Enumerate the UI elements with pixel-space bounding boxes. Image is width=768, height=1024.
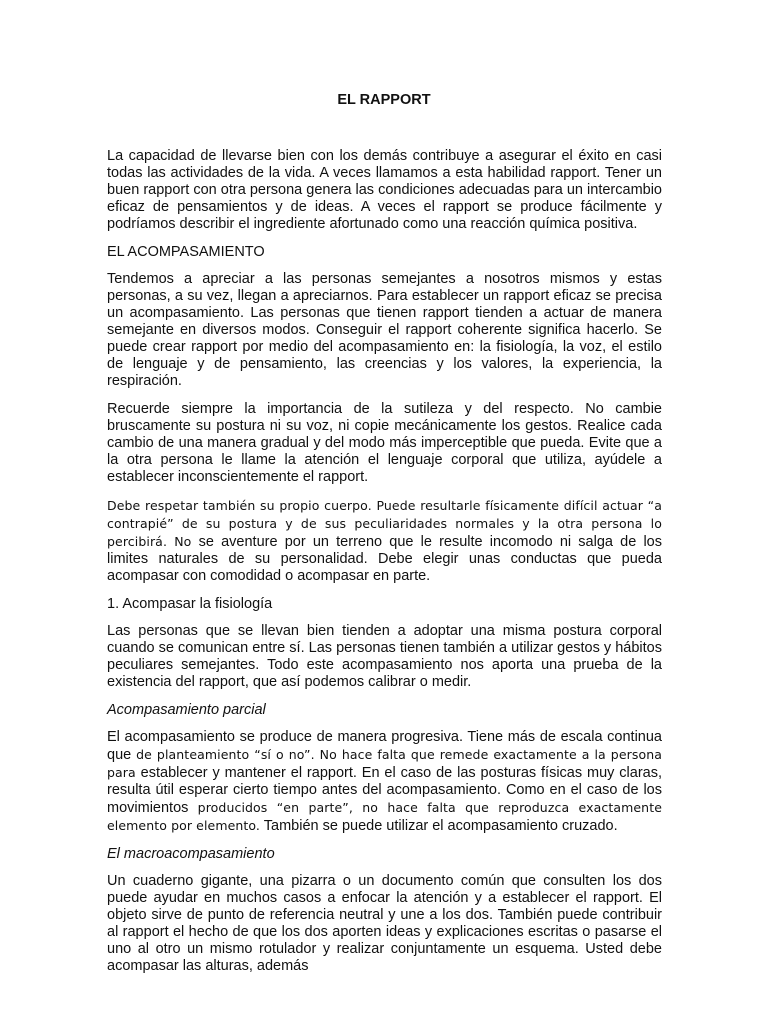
paragraph-parcial [107,729,662,835]
paragraph-acompasamiento-1: Tendemos a apreciar a las personas semejantes a nosotros mismos y estas personas, a su vez, llegan a apreciarnos. Para establecer un rapport eficaz se precisa un acompasamiento. Las personas que tienen rapport tienden a actuar de manera semejante en diversos modos. Conseguir el rapport coherente significa hacerlo. Se puede crear rapport por medio del acompasamiento en: la fisiología, la voz, el estilo de lenguaje y de pensamiento, las creencias y los valores, la experiencia, la respiración. [107,271,662,389]
document-title: EL RAPPORT [337,92,431,108]
document-body [107,148,662,986]
paragraph-acompasamiento-3-part1: Debe respetar también su propio cuerpo. Puede resultarle físicamente difícil actuar “a contrapié” de su postura y de sus peculiaridades normales y la otra persona lo percibirá. No [107,498,662,549]
paragraph-parcial-part4: producidos “en parte”, no hace falta que reproduzca exactamente elemento por elemento. [107,800,662,833]
paragraph-acompasamiento-2: Recuerde siempre la importancia de la sutileza y del respecto. No cambie bruscamente su postura ni su voz, ni copie mecánicamente los gestos. Realice cada cambio de una manera gradual y del modo más imperceptible que pueda. Evite que a la otra persona le llame la atención el lenguaje corporal que utiliza, ayúdele a establecer inconscientemente el rapport. [107,401,662,485]
paragraph-acompasamiento-3 [107,497,662,585]
paragraph-parcial-part2: de planteamiento “sí o no”. No hace falta que remede exactamente a la persona para [107,747,662,780]
intro-paragraph: La capacidad de llevarse bien con los demás contribuye a asegurar el éxito en casi todas las actividades de la vida. A veces llamamos a esta habilidad rapport. Tener un buen rapport con otra persona genera las condiciones adecuadas para un intercambio eficaz de pensamientos y de ideas. A veces el rapport se produce fácilmente y podríamos describir el ingrediente afortunado como una reacción química positiva. [107,148,662,232]
paragraph-acompasamiento-3-part2: se aventure por un terreno que le resulte incomodo ni salga de los limites naturales de su personalidad. Debe elegir unas conductas que pueda acompasar con comodidad o acompasar en parte. [107,534,662,584]
section-heading-fisiologia: 1. Acompasar la fisiología [107,596,273,612]
paragraph-macroacompasamiento: Un cuaderno gigante, una pizarra o un documento común que consulten los dos puede ayudar en muchos casos a enfocar la atención y a establecer el rapport. El objeto sirve de punto de referencia neutral y une a los dos. También puede contribuir al rapport el hecho de que los dos aporten ideas y explicaciones escritas o pasarse el uno al otro un mismo rotulador y realizar conjuntamente un esquema. Usted debe acompasar las alturas, además [107,873,662,974]
section-heading-acompasamiento: EL ACOMPASAMIENTO [107,244,265,260]
paragraph-parcial-part1: El acompasamiento se produce de manera progresiva. Tiene más de escala continua que [107,729,662,763]
paragraph-fisiologia: Las personas que se llevan bien tienden a adoptar una misma postura corporal cuando se comunican entre sí. Las personas tienen también a utilizar gestos y hábitos peculiares semejantes. Todo este acompasamiento nos aporta una prueba de la existencia del rapport, que así podemos calibrar o medir. [107,623,662,690]
paragraph-parcial-part5: También se puede utilizar el acompasamiento cruzado. [260,818,618,834]
subsection-heading-macroacompasamiento: El macroacompasamiento [107,846,275,862]
paragraph-parcial-part3: establecer y mantener el rapport. En el caso de las posturas físicas muy claras, resulta útil esperar cierto tiempo antes del acompasamiento. Como en el caso de los movimientos [107,765,662,816]
subsection-heading-parcial: Acompasamiento parcial [107,702,266,718]
